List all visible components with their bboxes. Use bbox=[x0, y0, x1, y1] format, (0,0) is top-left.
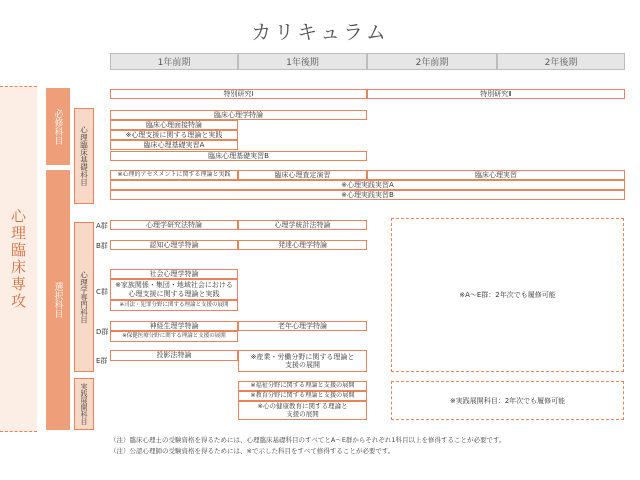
assessment-theory-practice: ※心理的アセスメントに関する理論と実践 bbox=[110, 170, 238, 180]
footnote-2: （注）公認心理師の受験資格を得るためには、※で示した科目をすべて修得することが必要です。 bbox=[110, 447, 395, 455]
group-a-label: A群 bbox=[96, 222, 108, 230]
clinical-psych-theory: 臨床心理学特論 bbox=[110, 110, 367, 120]
basic-practicum-a: 臨床心理基礎実習A bbox=[110, 140, 238, 150]
basic-practicum-b: 臨床心理基礎実習B bbox=[110, 151, 367, 161]
statistics-theory: 心理学統計法特論 bbox=[238, 220, 367, 230]
clinical-interview-theory: 臨床心理面接特論 bbox=[110, 120, 238, 130]
specialty-label: 心理臨床専攻 bbox=[0, 86, 37, 432]
footnote-1: （注）臨床心理士の受験資格を得るためには、心理臨床基礎科目のすべてとA～E群からそれぞれ1科目以上を修得することが必要です。 bbox=[110, 436, 506, 444]
gerontology-theory: 老年心理学特論 bbox=[238, 321, 367, 331]
industry-labor-line1: ※産業・労働分野に関する理論と bbox=[250, 352, 355, 361]
welfare-support: ※福祉分野に関する理論と支援の展開 bbox=[238, 381, 367, 391]
group-e-label: E群 bbox=[96, 357, 108, 365]
specialized-subjects-label: 心理学専門科目 bbox=[74, 222, 94, 372]
developmental-psych-theory: 発達心理学特論 bbox=[238, 240, 367, 250]
group-c-label: C群 bbox=[96, 288, 108, 296]
practice-practicum-b: ※心理実践実習B bbox=[110, 190, 625, 200]
education-support: ※教育分野に関する理論と支援の展開 bbox=[238, 391, 367, 401]
research-methods-theory: 心理学研究法特論 bbox=[110, 220, 238, 230]
family-community-line1: ※家族関係・集団・地域社会における bbox=[115, 281, 233, 290]
clinical-assessment-seminar: 臨床心理査定演習 bbox=[238, 170, 367, 180]
cognitive-psych-theory: 認知心理学特論 bbox=[110, 240, 238, 250]
projective-methods-theory: 投影法特論 bbox=[110, 350, 238, 361]
practical-subjects-label: 実践展開科目 bbox=[74, 378, 94, 430]
special-research-2: 特別研究Ⅱ bbox=[367, 89, 625, 99]
required-subjects-label: 必修科目 bbox=[46, 88, 70, 165]
support-theory-practice: ※心理支援に関する理論と実践 bbox=[110, 130, 238, 140]
group-b-label: B群 bbox=[96, 242, 108, 250]
mental-health-education-support bbox=[238, 401, 367, 420]
header-1y-second: 1年後期 bbox=[238, 53, 367, 70]
industry-labor-line2: 支援の展開 bbox=[285, 361, 320, 369]
mental-health-line2: 支援の展開 bbox=[286, 409, 319, 418]
industry-labor-support bbox=[238, 350, 367, 372]
clinical-practicum: 臨床心理実習 bbox=[367, 170, 625, 180]
practical-note: ※実践展開科目：2年次でも履修可能 bbox=[391, 381, 624, 420]
basic-subjects-label: 心理臨床基礎科目 bbox=[74, 108, 94, 204]
a-e-group-note: ※A～E群：2年次でも履修可能 bbox=[391, 218, 624, 372]
elective-subjects-label: 選択科目 bbox=[46, 170, 70, 430]
group-d-label: D群 bbox=[96, 328, 109, 336]
justice-crime-support: ※司法・犯罪分野に関する理論と支援の展開 bbox=[110, 300, 238, 311]
social-psych-theory: 社会心理学特論 bbox=[110, 269, 238, 279]
health-medical-support: ※保健医療分野に関する理論と支援の展開 bbox=[110, 331, 238, 342]
family-community-line2: 心理支援に関する理論と実践 bbox=[128, 289, 220, 298]
special-research-1: 特別研究Ⅰ bbox=[110, 89, 367, 99]
mental-health-line1: ※心の健康教育に関する理論と bbox=[257, 402, 348, 411]
header-1y-first: 1年前期 bbox=[110, 53, 238, 70]
practice-practicum-a: ※心理実践実習A bbox=[110, 180, 625, 190]
family-community-support bbox=[110, 279, 238, 300]
header-2y-first: 2年前期 bbox=[367, 53, 497, 70]
page-title: カリキュラム bbox=[251, 20, 389, 44]
header-2y-second: 2年後期 bbox=[497, 53, 625, 70]
neurophysiology-theory: 神経生理学特論 bbox=[110, 321, 238, 331]
